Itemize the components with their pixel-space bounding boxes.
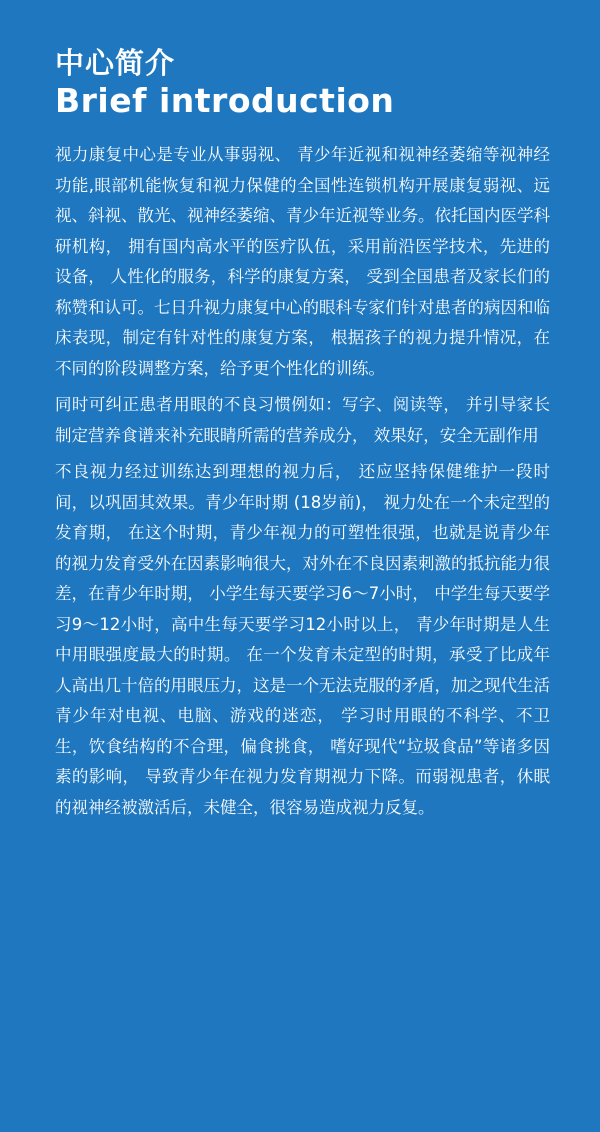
intro-paragraph: 视力康复中心是专业从事弱视、 青少年近视和视神经萎缩等视神经功能,眼部机能恢复和视力保健的全国性连锁机构开展康复弱视、远视、斜视、散光、视神经萎缩、青少年近视等业务。依托国内医学科研机构， 拥有国内高水平的医疗队伍，采用前沿医学技术，先进的设备， 人性化的服务，科学的康复方案， 受到全国患者及家长们的称赞和认可。七日升视力康复中心的眼科专家们针对患者的病因和临床表现，制定有针对性的康复方案， 根据孩子的视力提升情况，在不同的阶段调整方案，给予更个性化的训练。 — [55, 145, 550, 378]
intro-body — [55, 140, 550, 823]
intro-paragraph: 不良视力经过训练达到理想的视力后， 还应坚持保健维护一段时间，以巩固其效果。青少年时期 (18岁前)， 视力处在一个未定型的发育期， 在这个时期，青少年视力的可塑性很强，也就是说青少年的视力发育受外在因素影响很大，对外在不良因素刺激的抵抗能力很差，在青少年时期， 小学生每天要学习6～7小时， 中学生每天要学习9～12小时，高中生每天要学习12小时以上， 青少年时期是人生中用眼强度最大的时期。 在一个发育未定型的时期，承受了比成年人高出几十倍的用眼压力，这是一个无法克服的矛盾，加之现代生活青少年对电视、电脑、游戏的迷恋， 学习时用眼的不科学、不卫生，饮食结构的不合理，偏食挑食， 嗜好现代“垃圾食品”等诸多因素的影响， 导致青少年在视力发育期视力下降。而弱视患者，休眠的视神经被激活后，未健全，很容易造成视力反复。 — [55, 462, 550, 817]
page-title: 中心简介 — [55, 46, 176, 80]
page-subtitle-english: Brief introduction — [55, 81, 395, 120]
intro-paragraph: 同时可纠正患者用眼的不良习惯例如：写字、阅读等， 并引导家长制定营养食谱来补充眼睛所需的营养成分， 效果好，安全无副作用 — [55, 395, 550, 445]
